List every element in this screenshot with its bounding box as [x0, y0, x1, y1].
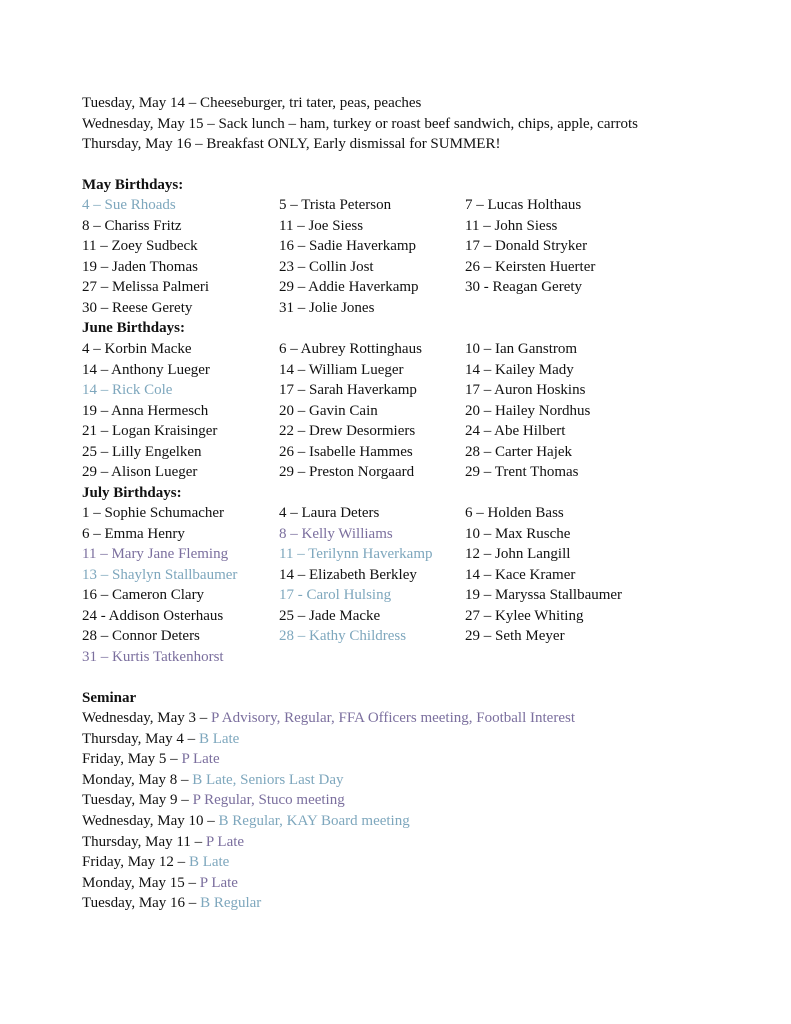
- seminar-item: [82, 770, 344, 790]
- birthday-entry: 6 – Holden Bass: [465, 505, 564, 521]
- birthday-entry: 25 – Jade Macke: [279, 607, 381, 624]
- birthday-entry: 25 – Lilly Engelken: [82, 443, 202, 460]
- birthday-entry: 7 – Lucas Holthaus: [465, 197, 582, 213]
- birthday-entry: 29 – Seth Meyer: [465, 628, 565, 644]
- birthday-entry: 11 – Zoey Sudbeck: [82, 238, 198, 254]
- birthday-entry: 20 – Gavin Cain: [279, 402, 378, 419]
- seminar-date: Thursday, May 4 –: [82, 730, 199, 747]
- birthday-entry: 30 - Reagan Gerety: [465, 279, 583, 295]
- seminar-date: Thursday, May 11 –: [82, 833, 206, 850]
- birthday-entry: 4 – Korbin Macke: [82, 341, 192, 357]
- birthday-entry: 17 – Donald Stryker: [465, 238, 588, 254]
- menu-line-3: Thursday, May 16 – Breakfast ONLY, Early dismissal for SUMMER!: [82, 136, 501, 152]
- birthday-entry: 14 – Kailey Mady: [465, 361, 574, 378]
- birthday-entry: 27 – Kylee Whiting: [465, 607, 584, 624]
- birthday-entry: 31 – Jolie Jones: [279, 299, 375, 316]
- birthday-entry: 17 – Auron Hoskins: [465, 382, 586, 398]
- birthday-entry: 11 – Mary Jane Fleming: [82, 546, 229, 562]
- birthday-entry: 6 – Aubrey Rottinghaus: [279, 341, 422, 357]
- birthday-entry: 13 – Shaylyn Stallbaumer: [82, 566, 238, 583]
- seminar-date: Friday, May 5 –: [82, 751, 182, 768]
- birthday-entry: 29 – Alison Lueger: [82, 464, 198, 480]
- seminar-detail: B Late: [198, 730, 240, 747]
- seminar-detail: P Regular, Stuco meeting: [192, 792, 345, 809]
- seminar-date: Tuesday, May 16 –: [82, 895, 201, 912]
- seminar-date: Monday, May 8 –: [82, 771, 193, 788]
- birthday-entry: 21 – Logan Kraisinger: [82, 423, 218, 439]
- birthday-entry: 20 – Hailey Nordhus: [465, 402, 591, 419]
- birthday-entry: 11 – John Siess: [465, 217, 558, 234]
- birthday-entry: 8 – Chariss Fritz: [82, 217, 182, 234]
- seminar-detail: B Regular: [200, 895, 262, 912]
- seminar-item: [82, 852, 229, 872]
- birthday-entry: 24 – Abe Hilbert: [465, 423, 566, 439]
- seminar-detail: B Late, Seniors Last Day: [192, 771, 344, 788]
- birthday-entry: 17 – Sarah Haverkamp: [279, 382, 417, 398]
- birthday-entry: 19 – Maryssa Stallbaumer: [465, 587, 623, 603]
- seminar-item: [82, 749, 220, 769]
- seminar-date: Friday, May 12 –: [82, 854, 189, 871]
- birthday-entry: 26 – Keirsten Huerter: [465, 258, 596, 275]
- birthday-entry: 17 - Carol Hulsing: [279, 587, 392, 603]
- birthday-entry: 14 – Kace Kramer: [465, 566, 576, 583]
- birthday-entry: 16 – Cameron Clary: [82, 587, 205, 603]
- birthday-entry: 6 – Emma Henry: [82, 525, 185, 542]
- birthday-entry: 14 – William Lueger: [279, 361, 404, 378]
- may-birthdays-heading: May Birthdays:: [82, 177, 184, 193]
- birthday-entry: 29 – Trent Thomas: [465, 464, 579, 480]
- menu-line-1: Tuesday, May 14 – Cheeseburger, tri tater, peas, peaches: [82, 95, 422, 111]
- seminar-item: [82, 708, 575, 728]
- seminar-detail: P Late: [199, 874, 238, 891]
- birthday-entry: 28 – Connor Deters: [82, 628, 200, 644]
- seminar-date: Wednesday, May 3 –: [82, 710, 212, 726]
- birthday-entry: 31 – Kurtis Tatkenhorst: [82, 648, 224, 665]
- seminar-heading: Seminar: [82, 690, 137, 706]
- birthday-entry: 12 – John Langill: [465, 546, 571, 562]
- birthday-entry: 19 – Anna Hermesch: [82, 402, 209, 419]
- birthday-entry: 1 – Sophie Schumacher: [82, 505, 225, 521]
- seminar-item: [82, 729, 239, 749]
- birthday-entry: 14 – Anthony Lueger: [82, 361, 210, 378]
- seminar-detail: P Advisory, Regular, FFA Officers meeting, Football Interest: [211, 710, 575, 726]
- birthday-entry: 27 – Melissa Palmeri: [82, 279, 210, 295]
- birthday-entry: 4 – Laura Deters: [279, 505, 380, 521]
- seminar-date: Monday, May 15 –: [82, 874, 200, 891]
- birthday-entry: 11 – Terilynn Haverkamp: [279, 546, 433, 562]
- birthday-entry: 14 – Rick Cole: [82, 382, 173, 398]
- birthday-entry: 5 – Trista Peterson: [279, 197, 392, 213]
- seminar-detail: P Late: [181, 751, 220, 768]
- seminar-item: [82, 790, 345, 810]
- birthday-entry: 28 – Kathy Childress: [279, 628, 407, 644]
- seminar-detail: B Regular, KAY Board meeting: [218, 813, 410, 829]
- birthday-entry: 26 – Isabelle Hammes: [279, 443, 413, 460]
- seminar-item: [82, 811, 410, 831]
- birthday-entry: 4 – Sue Rhoads: [82, 197, 176, 213]
- birthday-entry: 30 – Reese Gerety: [82, 299, 193, 316]
- birthday-entry: 29 – Preston Norgaard: [279, 464, 415, 480]
- seminar-item: [82, 893, 261, 913]
- birthday-entry: 10 – Max Rusche: [465, 525, 571, 542]
- seminar-item: [82, 832, 244, 852]
- birthday-entry: 8 – Kelly Williams: [279, 525, 393, 542]
- birthday-entry: 19 – Jaden Thomas: [82, 258, 198, 275]
- birthday-entry: 29 – Addie Haverkamp: [279, 279, 419, 295]
- seminar-date: Wednesday, May 10 –: [82, 813, 219, 829]
- seminar-detail: B Late: [188, 854, 230, 871]
- birthday-entry: 22 – Drew Desormiers: [279, 423, 416, 439]
- birthday-entry: 11 – Joe Siess: [279, 217, 364, 234]
- birthday-entry: 24 - Addison Osterhaus: [82, 607, 224, 624]
- menu-line-2: Wednesday, May 15 – Sack lunch – ham, turkey or roast beef sandwich, chips, apple, carrots: [82, 116, 638, 132]
- seminar-date: Tuesday, May 9 –: [82, 792, 193, 809]
- birthday-entry: 10 – Ian Ganstrom: [465, 341, 578, 357]
- birthday-entry: 28 – Carter Hajek: [465, 443, 573, 460]
- seminar-item: [82, 873, 238, 893]
- birthday-entry: 14 – Elizabeth Berkley: [279, 566, 417, 583]
- birthday-entry: 23 – Collin Jost: [279, 258, 374, 275]
- july-birthdays-heading: July Birthdays:: [82, 485, 182, 501]
- june-birthdays-heading: June Birthdays:: [82, 320, 185, 336]
- birthday-entry: 16 – Sadie Haverkamp: [279, 238, 417, 254]
- seminar-detail: P Late: [205, 833, 245, 850]
